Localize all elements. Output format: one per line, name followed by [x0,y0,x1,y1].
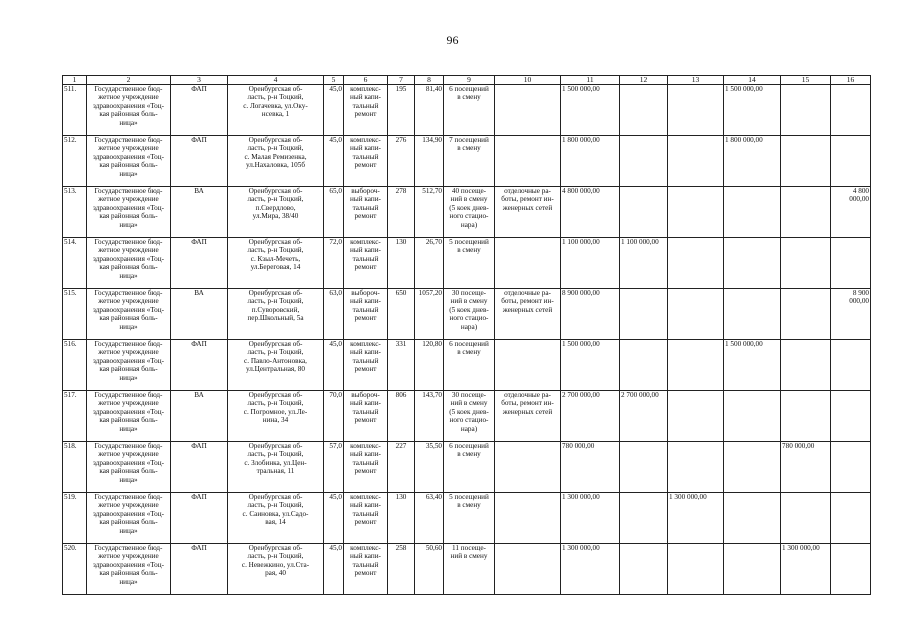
table-cell: 780 000,00 [781,442,831,493]
table-cell [831,442,871,493]
table-cell: 45,0 [324,340,344,391]
table-cell [831,544,871,595]
table-cell: Государственное бюд- жетное учреждение здравоохранения «Тоц- кая районная боль- ница» [87,187,171,238]
table-cell: 6 посещений в смену [444,442,495,493]
table-cell: Государственное бюд- жетное учреждение здравоохранения «Тоц- кая районная боль- ница» [87,391,171,442]
table-cell [620,85,668,136]
column-header: 15 [781,76,831,85]
table-cell [724,493,781,544]
table-cell [668,238,724,289]
column-header: 4 [228,76,324,85]
table-cell: 65,0 [324,187,344,238]
table-cell: 258 [388,544,415,595]
table-cell: 517. [63,391,87,442]
table-cell: ФАП [171,442,228,493]
table-cell: ФАП [171,136,228,187]
table-cell: 780 000,00 [561,442,620,493]
table-cell: 513. [63,187,87,238]
table-cell [831,340,871,391]
column-header: 8 [415,76,444,85]
table-cell: Государственное бюд- жетное учреждение здравоохранения «Тоц- кая районная боль- ница» [87,136,171,187]
table-cell: Оренбургская об- ласть, р-н Тоцкий, с. Кзыл-Мечеть, ул.Береговая, 14 [228,238,324,289]
table-cell: 11 посеще- ний в смену [444,544,495,595]
table-cell: 6 посещений в смену [444,85,495,136]
column-header: 7 [388,76,415,85]
table-cell: выбороч- ный капи- тальный ремонт [344,289,388,340]
table-cell: ВА [171,187,228,238]
table-cell: 7 посещений в смену [444,136,495,187]
table-cell: 1 800 000,00 [724,136,781,187]
table-cell [781,85,831,136]
table-cell: 63,40 [415,493,444,544]
table-cell: 195 [388,85,415,136]
table-cell [781,391,831,442]
table-cell [781,289,831,340]
header-row [63,76,871,85]
table-cell: Государственное бюд- жетное учреждение здравоохранения «Тоц- кая районная боль- ница» [87,544,171,595]
table-cell: 4 800 000,00 [831,187,871,238]
table-cell: комплекс- ный капи- тальный ремонт [344,340,388,391]
table-cell: комплекс- ный капи- тальный ремонт [344,238,388,289]
page-number: 96 [446,33,459,47]
table-cell: 331 [388,340,415,391]
table-cell: 276 [388,136,415,187]
column-header: 14 [724,76,781,85]
table-row [63,187,871,238]
table-cell [724,544,781,595]
table-cell [781,340,831,391]
table-cell [781,187,831,238]
table-cell: 130 [388,493,415,544]
table-cell: 143,70 [415,391,444,442]
table-cell: ФАП [171,85,228,136]
table-cell: 1057,20 [415,289,444,340]
table-cell: ФАП [171,544,228,595]
table-cell: 26,70 [415,238,444,289]
table-cell: 70,0 [324,391,344,442]
table-cell: 45,0 [324,85,344,136]
table-cell [620,544,668,595]
table-row [63,289,871,340]
table-cell [620,493,668,544]
table-cell: ВА [171,289,228,340]
table-cell: 5 посещений в смену [444,493,495,544]
table-cell: 278 [388,187,415,238]
table-cell: Государственное бюд- жетное учреждение здравоохранения «Тоц- кая районная боль- ница» [87,493,171,544]
table-cell: Государственное бюд- жетное учреждение здравоохранения «Тоц- кая районная боль- ница» [87,340,171,391]
table-cell: 57,0 [324,442,344,493]
table-cell [495,493,561,544]
table-cell [495,85,561,136]
table-cell: 50,60 [415,544,444,595]
table-cell: 45,0 [324,136,344,187]
table-cell: 650 [388,289,415,340]
table-cell: отделочные ра- боты, ремонт ин- женерных сетей [495,187,561,238]
table-cell: 8 900 000,00 [831,289,871,340]
table-cell: ФАП [171,493,228,544]
table-cell: 1 500 000,00 [724,340,781,391]
table-cell: 1 300 000,00 [668,493,724,544]
table-cell: 4 800 000,00 [561,187,620,238]
table-cell [831,136,871,187]
table-cell: 1 500 000,00 [561,340,620,391]
table-cell: выбороч- ный капи- тальный ремонт [344,187,388,238]
table-cell: 520. [63,544,87,595]
table-cell: 40 посеще- ний в смену (5 коек днев- ного стацио- нара) [444,187,495,238]
table-cell [668,136,724,187]
table-cell: 130 [388,238,415,289]
table-cell [831,85,871,136]
table-cell: 516. [63,340,87,391]
table-row [63,136,871,187]
table-cell: 120,80 [415,340,444,391]
table-cell: комплекс- ный капи- тальный ремонт [344,442,388,493]
table-cell: комплекс- ный капи- тальный ремонт [344,136,388,187]
table-cell: 1 300 000,00 [561,544,620,595]
table-cell: 512,70 [415,187,444,238]
table-cell: Государственное бюд- жетное учреждение здравоохранения «Тоц- кая районная боль- ница» [87,85,171,136]
table-cell [831,391,871,442]
table-cell: 512. [63,136,87,187]
table-row [63,442,871,493]
table-cell [668,442,724,493]
table-cell [781,238,831,289]
column-header: 6 [344,76,388,85]
table-cell: 519. [63,493,87,544]
table-cell: Оренбургская об- ласть, р-н Тоцкий, с. Погромное, ул.Ле- нина, 34 [228,391,324,442]
table-cell [495,544,561,595]
table-cell: 514. [63,238,87,289]
table-cell: 35,50 [415,442,444,493]
table-cell [724,442,781,493]
table-cell [620,289,668,340]
table-cell: 30 посеще- ний в смену (5 коек днев- ного стацио- нара) [444,391,495,442]
table-cell [668,391,724,442]
table-cell: Оренбургская об- ласть, р-н Тоцкий, с. Злобинка, ул.Цен- тральная, 11 [228,442,324,493]
table-row [63,544,871,595]
column-header: 13 [668,76,724,85]
table-cell [668,544,724,595]
table-cell: 1 100 000,00 [620,238,668,289]
table-row [63,493,871,544]
table-cell: 45,0 [324,544,344,595]
table-cell: Государственное бюд- жетное учреждение здравоохранения «Тоц- кая районная боль- ница» [87,238,171,289]
table-row [63,238,871,289]
table-cell [724,289,781,340]
table-cell [495,340,561,391]
table-cell: Оренбургская об- ласть, р-н Тоцкий, п.Суворовский, пер.Школьный, 5а [228,289,324,340]
table-cell: 2 700 000,00 [561,391,620,442]
table-cell: выбороч- ный капи- тальный ремонт [344,391,388,442]
table-row [63,340,871,391]
table-cell: ФАП [171,238,228,289]
table-cell: 1 800 000,00 [561,136,620,187]
table-cell [495,238,561,289]
table-cell: 2 700 000,00 [620,391,668,442]
table-cell: 1 300 000,00 [781,544,831,595]
table-cell: комплекс- ный капи- тальный ремонт [344,493,388,544]
column-header: 5 [324,76,344,85]
table-cell [724,391,781,442]
table-cell: 1 300 000,00 [561,493,620,544]
table-cell: 511. [63,85,87,136]
table-cell [724,187,781,238]
table-cell [495,442,561,493]
table-cell: отделочные ра- боты, ремонт ин- женерных сетей [495,289,561,340]
table-cell [781,493,831,544]
table-cell: 1 500 000,00 [561,85,620,136]
table-cell: 6 посещений в смену [444,340,495,391]
table-cell [620,136,668,187]
table-cell: Оренбургская об- ласть, р-н Тоцкий, с. Малая Ремизенка, ул.Нахаловка, 105б [228,136,324,187]
column-header: 10 [495,76,561,85]
table-cell: ВА [171,391,228,442]
column-header: 3 [171,76,228,85]
column-header: 1 [63,76,87,85]
table-cell [620,442,668,493]
column-header: 16 [831,76,871,85]
table-row [63,85,871,136]
table-cell: 518. [63,442,87,493]
table-cell: Оренбургская об- ласть, р-н Тоцкий, с. Павло-Антоновка, ул.Центральная, 80 [228,340,324,391]
table-cell: 81,40 [415,85,444,136]
table-cell [620,187,668,238]
table-cell: Оренбургская об- ласть, р-н Тоцкий, п.Свердлово, ул.Мира, 38/40 [228,187,324,238]
table-cell: 45,0 [324,493,344,544]
table-cell [620,340,668,391]
table-cell [831,493,871,544]
table-cell: Оренбургская об- ласть, р-н Тоцкий, с. Невежкино, ул.Ста- рая, 40 [228,544,324,595]
table-cell: комплекс- ный капи- тальный ремонт [344,544,388,595]
table-cell: 515. [63,289,87,340]
column-header: 11 [561,76,620,85]
table-cell: 5 посещений в смену [444,238,495,289]
facilities-table [62,75,871,595]
table-cell: комплекс- ный капи- тальный ремонт [344,85,388,136]
table-row [63,391,871,442]
table-cell: 134,90 [415,136,444,187]
table-cell [668,85,724,136]
table-cell [668,340,724,391]
table-cell [495,136,561,187]
column-header: 9 [444,76,495,85]
table-cell: 72,0 [324,238,344,289]
table-cell: 8 900 000,00 [561,289,620,340]
column-header: 12 [620,76,668,85]
table-cell: отделочные ра- боты, ремонт ин- женерных сетей [495,391,561,442]
table-cell: 806 [388,391,415,442]
table-cell: Государственное бюд- жетное учреждение здравоохранения «Тоц- кая районная боль- ница» [87,442,171,493]
column-header: 2 [87,76,171,85]
table-cell: 227 [388,442,415,493]
table-cell [668,187,724,238]
table-cell: 30 посеще- ний в смену (5 коек днев- ного стацио- нара) [444,289,495,340]
table-cell [724,238,781,289]
table-cell: 1 100 000,00 [561,238,620,289]
table-cell: 63,0 [324,289,344,340]
table-cell: Оренбургская об- ласть, р-н Тоцкий, с. Логачевка, ул.Оку- нсевка, 1 [228,85,324,136]
table-cell: ФАП [171,340,228,391]
table-cell [781,136,831,187]
table-cell: Оренбургская об- ласть, р-н Тоцкий, с. Саиновка, ул.Садо- вая, 14 [228,493,324,544]
table-cell: 1 500 000,00 [724,85,781,136]
table-cell: Государственное бюд- жетное учреждение здравоохранения «Тоц- кая районная боль- ница» [87,289,171,340]
table-cell [831,238,871,289]
table-cell [668,289,724,340]
